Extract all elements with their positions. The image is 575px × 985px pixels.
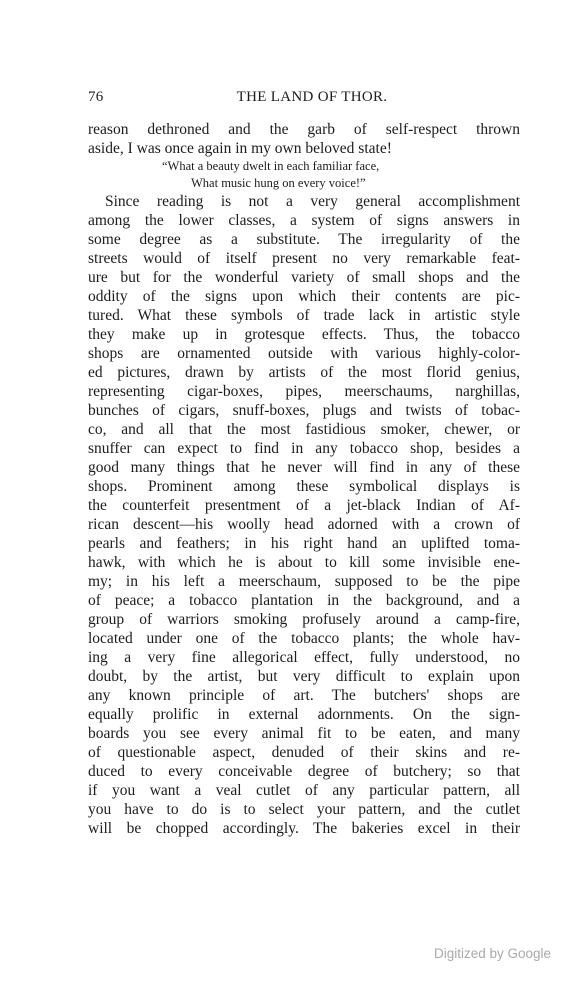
text-line: ure but for the wonderful variety of small shops and the (88, 269, 520, 286)
text-line: doubt, by the artist, but very difficult to explain upon (88, 668, 520, 685)
text-line: among the lower classes, a system of signs answers in (88, 212, 520, 229)
text-line: shops. Prominent among these symbolical displays is (88, 478, 520, 495)
text-line: of peace; a tobacco plantation in the background, and a (88, 592, 520, 609)
text-line: rican descent—his woolly head adorned with a crown of (88, 516, 520, 533)
text-line: any known principle of art. The butchers' shops are (88, 687, 520, 704)
text-line: Since reading is not a very general accomplishment (105, 193, 520, 210)
text-line: hawk, with which he is about to kill some invisible ene- (88, 554, 520, 571)
paragraph (88, 192, 520, 838)
text-line: co, and all that the most fastidious smoker, chewer, or (88, 421, 520, 438)
text-line: group of warriors smoking profusely around a camp-fire, (88, 611, 520, 628)
text-line: boards you see every animal fit to be eaten, and many (88, 725, 520, 742)
text-line: they make up in grotesque effects. Thus, the tobacco (88, 326, 520, 343)
text-line: good many things that he never will find in any of these (88, 459, 520, 476)
text-line: my; in his left a meerschaum, supposed to be the pipe (88, 573, 520, 590)
digitized-watermark: Digitized by Google (434, 946, 552, 961)
text-line: ing a very fine allegorical effect, fully understood, no (88, 649, 520, 666)
text-line: aside, I was once again in my own beloved state! (88, 140, 392, 157)
text-line: of questionable aspect, denuded of their skins and re- (88, 744, 520, 761)
text-line: if you want a veal cutlet of any particular pattern, all (88, 782, 520, 799)
page-number: 76 (88, 89, 104, 105)
text-line: will be chopped accordingly. The bakeries excel in their (88, 820, 520, 837)
text-line: oddity of the signs upon which their contents are pic- (88, 288, 520, 305)
body-text (88, 120, 520, 838)
running-head (88, 89, 520, 111)
text-line: ed pictures, drawn by artists of the most florid genius, (88, 364, 520, 381)
text-line: duced to every conceivable degree of butchery; so that (88, 763, 520, 780)
text-line: pearls and feathers; in his right hand an uplifted toma- (88, 535, 520, 552)
text-line: streets would of itself present no very remarkable feat- (88, 250, 520, 267)
verse-quote (88, 158, 520, 192)
verse-line: “What a beauty dwelt in each familiar face, (162, 159, 380, 173)
text-line: located under one of the tobacco plants; the whole hav- (88, 630, 520, 647)
text-line: bunches of cigars, snuff-boxes, plugs and twists of tobac- (88, 402, 520, 419)
text-line: shops are ornamented outside with various highly-color- (88, 345, 520, 362)
text-line: the counterfeit presentment of a jet-black Indian of Af- (88, 497, 520, 514)
text-line: you have to do is to select your pattern, and the cutlet (88, 801, 520, 818)
running-title: THE LAND OF THOR. (236, 89, 388, 105)
text-line: tured. What these symbols of trade lack in artistic style (88, 307, 520, 324)
text-line: reason dethroned and the garb of self-respect thrown (88, 121, 520, 138)
verse-line: What music hung on every voice!” (191, 176, 366, 190)
text-line: snuffer can expect to find in any tobacco shop, besides a (88, 440, 520, 457)
text-line: equally prolific in external adornments. On the sign- (88, 706, 520, 723)
text-line: representing cigar-boxes, pipes, meerschaums, narghillas, (88, 383, 520, 400)
text-line: some degree as a substitute. The irregularity of the (88, 231, 520, 248)
